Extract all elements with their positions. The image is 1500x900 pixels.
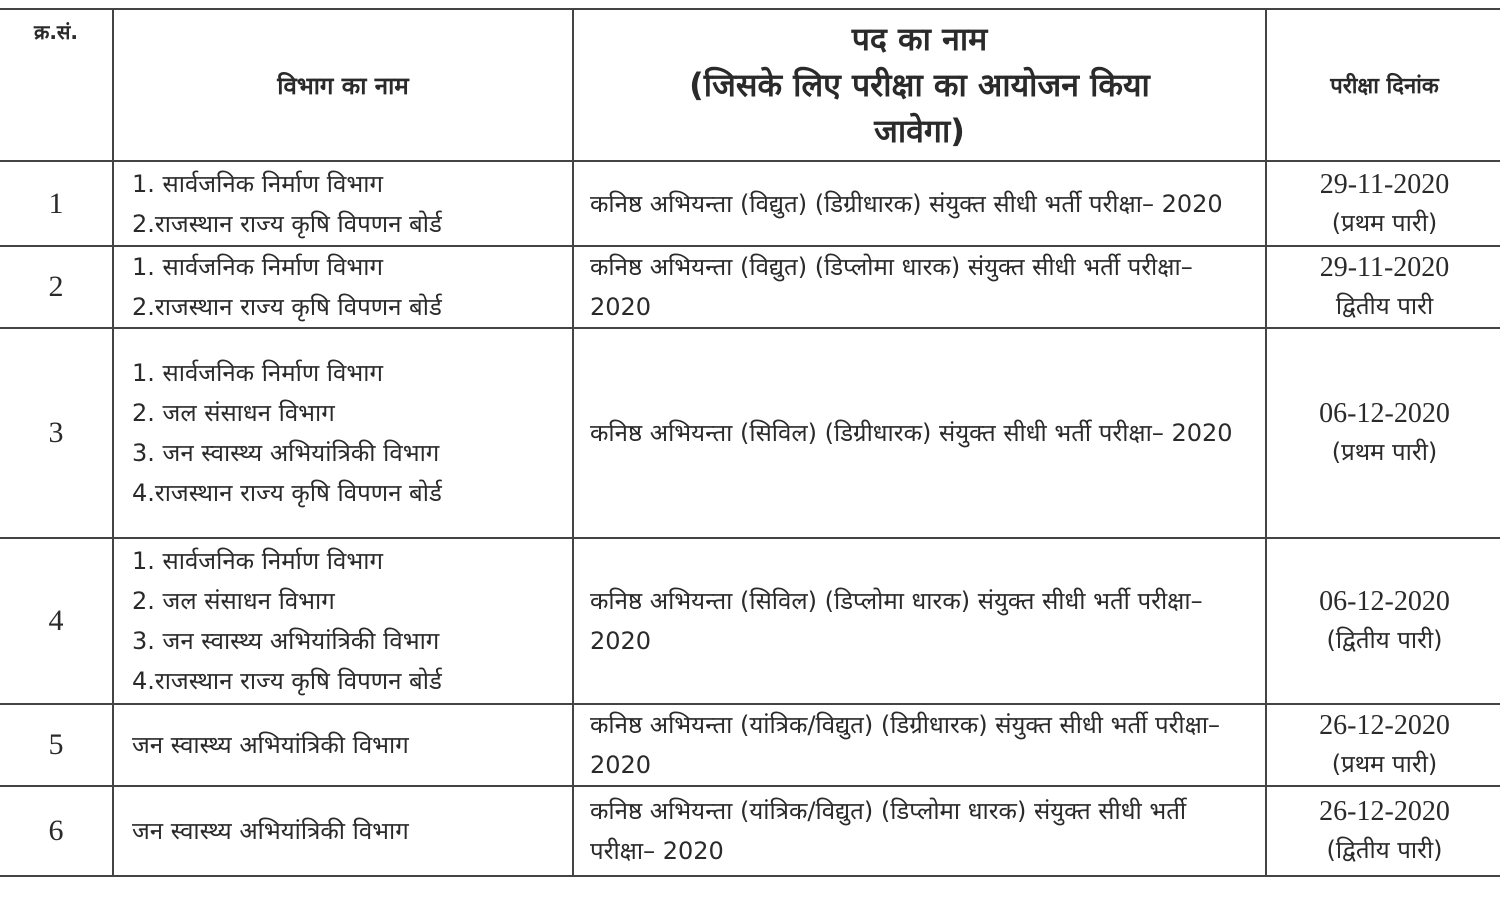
exam-date-cell bbox=[1266, 704, 1500, 786]
exam-date: 29-11-2020 bbox=[1319, 252, 1450, 283]
department-item: 2. जल संसाधन विभाग bbox=[132, 399, 335, 427]
department-item: 3. जन स्वास्थ्य अभियांत्रिकी विभाग bbox=[132, 439, 440, 467]
post-name: कनिष्ठ अभियन्ता (यांत्रिक/विद्युत) (डिग्रीधारक) संयुक्त सीधी भर्ती परीक्षा– 2020 bbox=[573, 704, 1266, 786]
exam-shift: (प्रथम पारी) bbox=[1331, 208, 1438, 237]
header-exam-date: परीक्षा दिनांक bbox=[1266, 9, 1500, 161]
department-item: 2.राजस्थान राज्य कृषि विपणन बोर्ड bbox=[132, 293, 442, 321]
header-row bbox=[0, 9, 1500, 161]
exam-shift: द्वितीय पारी bbox=[1335, 292, 1434, 320]
header-department: विभाग का नाम bbox=[113, 9, 573, 161]
serial-number: 4 bbox=[0, 538, 113, 704]
exam-date: 26-12-2020 bbox=[1319, 796, 1450, 827]
department-cell bbox=[113, 704, 573, 786]
post-name: कनिष्ठ अभियन्ता (विद्युत) (डिग्रीधारक) संयुक्त सीधी भर्ती परीक्षा– 2020 bbox=[573, 161, 1266, 246]
table-row bbox=[0, 328, 1500, 538]
header-post bbox=[573, 9, 1266, 161]
header-post-line: जावेगा) bbox=[874, 112, 965, 150]
table-row bbox=[0, 161, 1500, 246]
department-item: 3. जन स्वास्थ्य अभियांत्रिकी विभाग bbox=[132, 627, 440, 655]
exam-date-cell bbox=[1266, 328, 1500, 538]
department-item: 1. सार्वजनिक निर्माण विभाग bbox=[132, 359, 383, 387]
exam-shift: (द्वितीय पारी) bbox=[1326, 626, 1443, 654]
department-cell bbox=[113, 786, 573, 876]
exam-date-cell bbox=[1266, 246, 1500, 328]
table-row bbox=[0, 786, 1500, 876]
department-item: 4.राजस्थान राज्य कृषि विपणन बोर्ड bbox=[132, 479, 442, 507]
department-cell bbox=[113, 161, 573, 246]
exam-date: 29-11-2020 bbox=[1319, 168, 1450, 200]
exam-shift: (प्रथम पारी) bbox=[1331, 438, 1438, 466]
header-serial: क्र.सं. bbox=[0, 9, 113, 161]
department-item: 1. सार्वजनिक निर्माण विभाग bbox=[132, 253, 383, 281]
serial-number: 6 bbox=[0, 786, 113, 876]
table-row bbox=[0, 538, 1500, 704]
department-item: 2. जल संसाधन विभाग bbox=[132, 587, 335, 615]
exam-date: 06-12-2020 bbox=[1319, 586, 1450, 617]
exam-date-cell bbox=[1266, 538, 1500, 704]
post-name: कनिष्ठ अभियन्ता (सिविल) (डिग्रीधारक) संयुक्त सीधी भर्ती परीक्षा– 2020 bbox=[573, 328, 1266, 538]
department-item: 1. सार्वजनिक निर्माण विभाग bbox=[132, 169, 383, 198]
exam-date: 26-12-2020 bbox=[1319, 710, 1450, 741]
exam-schedule-table bbox=[0, 8, 1500, 877]
exam-date-cell bbox=[1266, 786, 1500, 876]
department-item: जन स्वास्थ्य अभियांत्रिकी विभाग bbox=[132, 731, 409, 759]
department-item: 1. सार्वजनिक निर्माण विभाग bbox=[132, 547, 383, 575]
table-row bbox=[0, 704, 1500, 786]
post-name: कनिष्ठ अभियन्ता (सिविल) (डिप्लोमा धारक) संयुक्त सीधी भर्ती परीक्षा– 2020 bbox=[573, 538, 1266, 704]
serial-number: 1 bbox=[0, 161, 113, 246]
serial-number: 2 bbox=[0, 246, 113, 328]
exam-shift: (प्रथम पारी) bbox=[1331, 750, 1438, 778]
exam-shift: (द्वितीय पारी) bbox=[1326, 836, 1443, 864]
department-cell bbox=[113, 328, 573, 538]
exam-date-cell bbox=[1266, 161, 1500, 246]
post-name: कनिष्ठ अभियन्ता (यांत्रिक/विद्युत) (डिप्लोमा धारक) संयुक्त सीधी भर्ती परीक्षा– 2020 bbox=[573, 786, 1266, 876]
exam-date: 06-12-2020 bbox=[1319, 398, 1450, 429]
department-item: जन स्वास्थ्य अभियांत्रिकी विभाग bbox=[132, 817, 409, 845]
header-post-line: पद का नाम bbox=[851, 20, 988, 58]
header-post-line: (जिसके लिए परीक्षा का आयोजन किया bbox=[689, 66, 1150, 104]
post-name: कनिष्ठ अभियन्ता (विद्युत) (डिप्लोमा धारक) संयुक्त सीधी भर्ती परीक्षा– 2020 bbox=[573, 246, 1266, 328]
department-cell bbox=[113, 538, 573, 704]
serial-number: 5 bbox=[0, 704, 113, 786]
department-item: 2.राजस्थान राज्य कृषि विपणन बोर्ड bbox=[132, 209, 442, 238]
department-item: 4.राजस्थान राज्य कृषि विपणन बोर्ड bbox=[132, 667, 442, 695]
department-cell bbox=[113, 246, 573, 328]
serial-number: 3 bbox=[0, 328, 113, 538]
table-row bbox=[0, 246, 1500, 328]
